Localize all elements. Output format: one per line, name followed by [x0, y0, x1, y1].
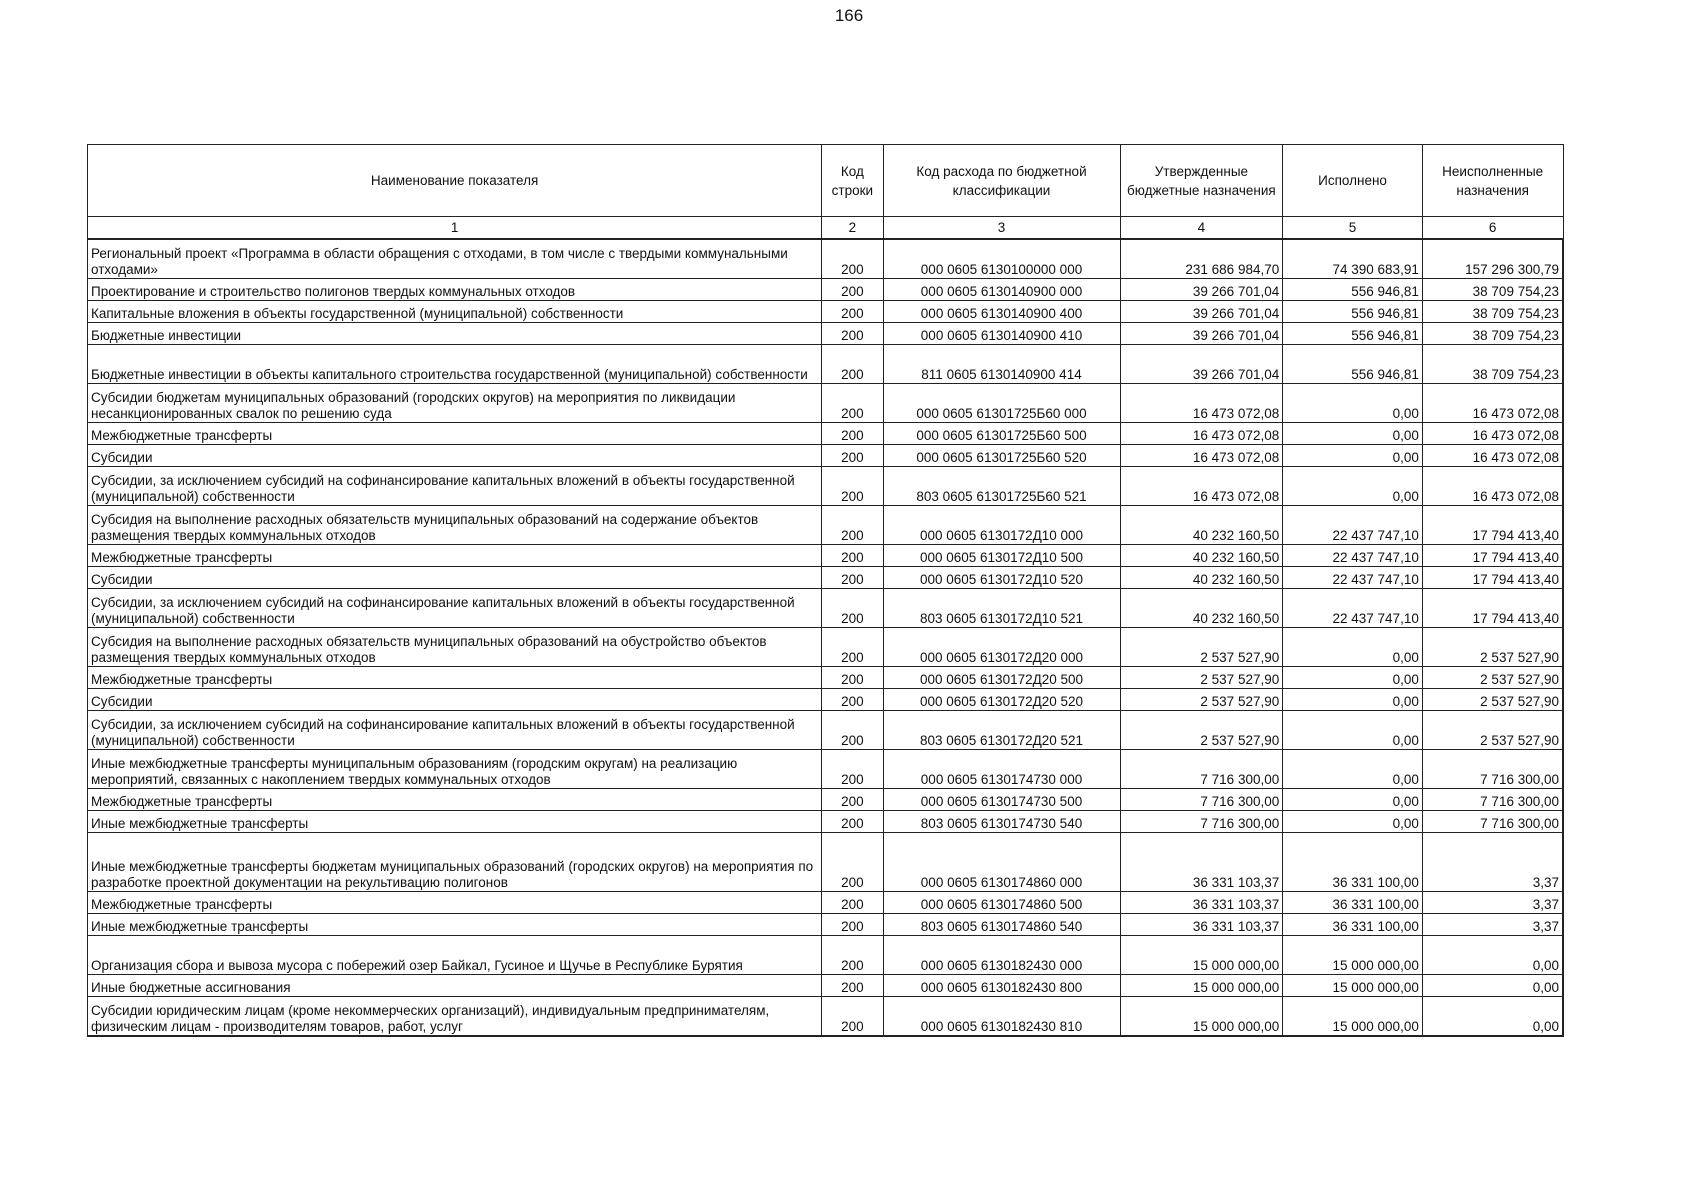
row-budget-code: 000 0605 6130172Д10 500: [883, 545, 1120, 567]
row-name: Межбюджетные трансферты: [88, 789, 822, 811]
row-name: Субсидии, за исключением субсидий на софинансирование капитальных вложений в объекты государственной (муниципальной) собственности: [88, 589, 822, 628]
budget-report-table: [87, 144, 1564, 1037]
row-executed: 22 437 747,10: [1283, 506, 1423, 545]
row-approved: 36 331 103,37: [1120, 833, 1283, 892]
row-unexecuted: 0,00: [1422, 975, 1563, 997]
row-budget-code: 811 0605 6130140900 414: [883, 345, 1120, 384]
page-number: 166: [834, 6, 864, 25]
row-budget-code: 803 0605 6130174730 540: [883, 811, 1120, 833]
row-executed: 15 000 000,00: [1283, 936, 1423, 975]
row-name: Субсидия на выполнение расходных обязательств муниципальных образований на содержание объектов размещения твердых коммунальных отходов: [88, 506, 822, 545]
row-unexecuted: 17 794 413,40: [1422, 545, 1563, 567]
column-number-row: [88, 217, 1564, 240]
row-unexecuted: 38 709 754,23: [1422, 323, 1563, 345]
row-executed: 0,00: [1283, 750, 1423, 789]
row-budget-code: 000 0605 6130140900 000: [883, 279, 1120, 301]
row-budget-code: 000 0605 6130172Д10 520: [883, 567, 1120, 589]
row-line-code: 200: [822, 997, 883, 1037]
row-unexecuted: 17 794 413,40: [1422, 567, 1563, 589]
row-line-code: 200: [822, 750, 883, 789]
row-executed: 0,00: [1283, 445, 1423, 467]
row-budget-code: 000 0605 6130182430 800: [883, 975, 1120, 997]
row-executed: 0,00: [1283, 689, 1423, 711]
row-approved: 16 473 072,08: [1120, 445, 1283, 467]
row-approved: 40 232 160,50: [1120, 589, 1283, 628]
row-approved: 39 266 701,04: [1120, 279, 1283, 301]
row-approved: 15 000 000,00: [1120, 936, 1283, 975]
row-line-code: 200: [822, 936, 883, 975]
table-row: [88, 711, 1564, 750]
row-executed: 36 331 100,00: [1283, 892, 1423, 914]
row-approved: 39 266 701,04: [1120, 345, 1283, 384]
table-row: [88, 975, 1564, 997]
row-executed: 0,00: [1283, 711, 1423, 750]
row-executed: 0,00: [1283, 811, 1423, 833]
row-approved: 2 537 527,90: [1120, 689, 1283, 711]
table-row: [88, 545, 1564, 567]
row-name: Капитальные вложения в объекты государственной (муниципальной) собственности: [88, 301, 822, 323]
row-name: Субсидия на выполнение расходных обязательств муниципальных образований на обустройство объектов размещения твердых коммунальных отходов: [88, 628, 822, 667]
row-approved: 15 000 000,00: [1120, 997, 1283, 1037]
row-name: Организация сбора и вывоза мусора с побережий озер Байкал, Гусиное и Щучье в Республике Бурятия: [88, 936, 822, 975]
row-budget-code: 803 0605 6130172Д10 521: [883, 589, 1120, 628]
row-approved: 16 473 072,08: [1120, 467, 1283, 506]
row-name: Иные межбюджетные трансферты: [88, 914, 822, 936]
row-unexecuted: 16 473 072,08: [1422, 445, 1563, 467]
row-unexecuted: 17 794 413,40: [1422, 589, 1563, 628]
row-line-code: 200: [822, 506, 883, 545]
row-budget-code: 000 0605 6130172Д20 000: [883, 628, 1120, 667]
col-header-budget-code: Код расхода по бюджетной классификации: [883, 145, 1120, 217]
row-line-code: 200: [822, 833, 883, 892]
row-name: Бюджетные инвестиции в объекты капитального строительства государственной (муниципальной) собственности: [88, 345, 822, 384]
row-name: Иные межбюджетные трансферты муниципальным образованиям (городским округам) на реализацию мероприятий, связанных с накоплением твердых коммунальных отходов: [88, 750, 822, 789]
row-name: Субсидии бюджетам муниципальных образований (городских округов) на мероприятия по ликвидации несанкционированных свалок по решению суда: [88, 384, 822, 423]
row-executed: 0,00: [1283, 789, 1423, 811]
col-number: 5: [1283, 217, 1423, 240]
row-approved: 15 000 000,00: [1120, 975, 1283, 997]
row-budget-code: 000 0605 6130174860 000: [883, 833, 1120, 892]
row-executed: 0,00: [1283, 667, 1423, 689]
row-budget-code: 000 0605 6130172Д20 520: [883, 689, 1120, 711]
row-executed: 74 390 683,91: [1283, 239, 1423, 279]
col-header-approved: Утвержденные бюджетные назначения: [1120, 145, 1283, 217]
row-line-code: 200: [822, 689, 883, 711]
col-number: 1: [88, 217, 822, 240]
row-executed: 556 946,81: [1283, 345, 1423, 384]
table-row: [88, 628, 1564, 667]
table-row: [88, 467, 1564, 506]
row-line-code: 200: [822, 384, 883, 423]
row-line-code: 200: [822, 345, 883, 384]
row-budget-code: 000 0605 6130172Д20 500: [883, 667, 1120, 689]
row-executed: 22 437 747,10: [1283, 589, 1423, 628]
row-unexecuted: 7 716 300,00: [1422, 811, 1563, 833]
row-approved: 40 232 160,50: [1120, 567, 1283, 589]
row-budget-code: 803 0605 61301725Б60 521: [883, 467, 1120, 506]
row-line-code: 200: [822, 711, 883, 750]
row-approved: 16 473 072,08: [1120, 423, 1283, 445]
row-name: Региональный проект «Программа в области обращения с отходами, в том числе с твердыми коммунальными отходами»: [88, 239, 822, 279]
row-approved: 7 716 300,00: [1120, 789, 1283, 811]
table-row: [88, 506, 1564, 545]
row-line-code: 200: [822, 914, 883, 936]
row-unexecuted: 16 473 072,08: [1422, 423, 1563, 445]
row-budget-code: 000 0605 6130172Д10 000: [883, 506, 1120, 545]
row-budget-code: 000 0605 6130140900 410: [883, 323, 1120, 345]
row-budget-code: 000 0605 6130182430 000: [883, 936, 1120, 975]
row-name: Иные межбюджетные трансферты: [88, 811, 822, 833]
row-executed: 556 946,81: [1283, 301, 1423, 323]
row-line-code: 200: [822, 589, 883, 628]
row-line-code: 200: [822, 789, 883, 811]
row-unexecuted: 2 537 527,90: [1422, 689, 1563, 711]
row-unexecuted: 2 537 527,90: [1422, 711, 1563, 750]
row-line-code: 200: [822, 892, 883, 914]
col-number: 3: [883, 217, 1120, 240]
table-row: [88, 384, 1564, 423]
row-unexecuted: 2 537 527,90: [1422, 667, 1563, 689]
row-line-code: 200: [822, 667, 883, 689]
row-unexecuted: 0,00: [1422, 997, 1563, 1037]
row-line-code: 200: [822, 279, 883, 301]
col-number: 2: [822, 217, 883, 240]
row-unexecuted: 0,00: [1422, 936, 1563, 975]
table-row: [88, 279, 1564, 301]
row-approved: 231 686 984,70: [1120, 239, 1283, 279]
row-budget-code: 000 0605 6130182430 810: [883, 997, 1120, 1037]
row-name: Проектирование и строительство полигонов твердых коммунальных отходов: [88, 279, 822, 301]
table-row: [88, 789, 1564, 811]
row-line-code: 200: [822, 239, 883, 279]
row-unexecuted: 3,37: [1422, 892, 1563, 914]
table-row: [88, 239, 1564, 279]
row-budget-code: 000 0605 6130100000 000: [883, 239, 1120, 279]
row-approved: 40 232 160,50: [1120, 506, 1283, 545]
row-name: Субсидии юридическим лицам (кроме некоммерческих организаций), индивидуальным предпринимателям, физическим лицам - производителям товаров, работ, услуг: [88, 997, 822, 1037]
row-line-code: 200: [822, 445, 883, 467]
row-name: Бюджетные инвестиции: [88, 323, 822, 345]
row-executed: 36 331 100,00: [1283, 833, 1423, 892]
row-budget-code: 803 0605 6130174860 540: [883, 914, 1120, 936]
table-row: [88, 345, 1564, 384]
table-row: [88, 445, 1564, 467]
row-name: Иные бюджетные ассигнования: [88, 975, 822, 997]
col-header-unexecuted: Неисполненные назначения: [1422, 145, 1563, 217]
row-name: Субсидии: [88, 567, 822, 589]
table-row: [88, 567, 1564, 589]
row-executed: 0,00: [1283, 384, 1423, 423]
row-name: Субсидии: [88, 689, 822, 711]
row-executed: 22 437 747,10: [1283, 567, 1423, 589]
row-executed: 15 000 000,00: [1283, 975, 1423, 997]
row-budget-code: 000 0605 61301725Б60 000: [883, 384, 1120, 423]
row-unexecuted: 38 709 754,23: [1422, 301, 1563, 323]
table-row: [88, 589, 1564, 628]
row-unexecuted: 7 716 300,00: [1422, 750, 1563, 789]
table-row: [88, 423, 1564, 445]
row-budget-code: 000 0605 6130174860 500: [883, 892, 1120, 914]
row-executed: 22 437 747,10: [1283, 545, 1423, 567]
row-line-code: 200: [822, 323, 883, 345]
row-line-code: 200: [822, 423, 883, 445]
row-executed: 36 331 100,00: [1283, 914, 1423, 936]
table-row: [88, 689, 1564, 711]
row-unexecuted: 3,37: [1422, 914, 1563, 936]
row-line-code: 200: [822, 811, 883, 833]
row-budget-code: 803 0605 6130172Д20 521: [883, 711, 1120, 750]
row-executed: 556 946,81: [1283, 323, 1423, 345]
row-budget-code: 000 0605 6130174730 500: [883, 789, 1120, 811]
col-header-name: Наименование показателя: [88, 145, 822, 217]
row-executed: 0,00: [1283, 423, 1423, 445]
row-budget-code: 000 0605 6130174730 000: [883, 750, 1120, 789]
col-number: 4: [1120, 217, 1283, 240]
row-name: Субсидии, за исключением субсидий на софинансирование капитальных вложений в объекты государственной (муниципальной) собственности: [88, 467, 822, 506]
row-name: Иные межбюджетные трансферты бюджетам муниципальных образований (городских округов) на мероприятия по разработке проектной документации на рекультивацию полигонов: [88, 833, 822, 892]
table-row: [88, 301, 1564, 323]
row-budget-code: 000 0605 61301725Б60 500: [883, 423, 1120, 445]
row-approved: 39 266 701,04: [1120, 301, 1283, 323]
header-row: [88, 145, 1564, 217]
row-name: Субсидии: [88, 445, 822, 467]
col-header-executed: Исполнено: [1283, 145, 1423, 217]
row-approved: 2 537 527,90: [1120, 628, 1283, 667]
row-approved: 16 473 072,08: [1120, 384, 1283, 423]
col-header-line-code: Код строки: [822, 145, 883, 217]
table-row: [88, 667, 1564, 689]
row-approved: 36 331 103,37: [1120, 892, 1283, 914]
row-unexecuted: 157 296 300,79: [1422, 239, 1563, 279]
row-line-code: 200: [822, 545, 883, 567]
row-approved: 40 232 160,50: [1120, 545, 1283, 567]
row-executed: 0,00: [1283, 628, 1423, 667]
row-line-code: 200: [822, 628, 883, 667]
table-row: [88, 936, 1564, 975]
row-unexecuted: 3,37: [1422, 833, 1563, 892]
row-approved: 2 537 527,90: [1120, 711, 1283, 750]
table-row: [88, 914, 1564, 936]
row-name: Межбюджетные трансферты: [88, 667, 822, 689]
row-executed: 15 000 000,00: [1283, 997, 1423, 1037]
table-row: [88, 892, 1564, 914]
row-budget-code: 000 0605 6130140900 400: [883, 301, 1120, 323]
row-line-code: 200: [822, 301, 883, 323]
row-unexecuted: 2 537 527,90: [1422, 628, 1563, 667]
row-line-code: 200: [822, 975, 883, 997]
row-executed: 556 946,81: [1283, 279, 1423, 301]
row-unexecuted: 17 794 413,40: [1422, 506, 1563, 545]
row-approved: 7 716 300,00: [1120, 750, 1283, 789]
col-number: 6: [1422, 217, 1563, 240]
row-name: Межбюджетные трансферты: [88, 423, 822, 445]
row-line-code: 200: [822, 467, 883, 506]
row-line-code: 200: [822, 567, 883, 589]
row-approved: 39 266 701,04: [1120, 323, 1283, 345]
table-row: [88, 750, 1564, 789]
row-approved: 36 331 103,37: [1120, 914, 1283, 936]
row-name: Межбюджетные трансферты: [88, 892, 822, 914]
row-name: Субсидии, за исключением субсидий на софинансирование капитальных вложений в объекты государственной (муниципальной) собственности: [88, 711, 822, 750]
row-unexecuted: 16 473 072,08: [1422, 467, 1563, 506]
row-unexecuted: 16 473 072,08: [1422, 384, 1563, 423]
row-unexecuted: 38 709 754,23: [1422, 345, 1563, 384]
row-executed: 0,00: [1283, 467, 1423, 506]
row-approved: 7 716 300,00: [1120, 811, 1283, 833]
table-row: [88, 833, 1564, 892]
table-row: [88, 997, 1564, 1037]
row-budget-code: 000 0605 61301725Б60 520: [883, 445, 1120, 467]
table-row: [88, 323, 1564, 345]
row-name: Межбюджетные трансферты: [88, 545, 822, 567]
table-row: [88, 811, 1564, 833]
row-approved: 2 537 527,90: [1120, 667, 1283, 689]
row-unexecuted: 38 709 754,23: [1422, 279, 1563, 301]
row-unexecuted: 7 716 300,00: [1422, 789, 1563, 811]
